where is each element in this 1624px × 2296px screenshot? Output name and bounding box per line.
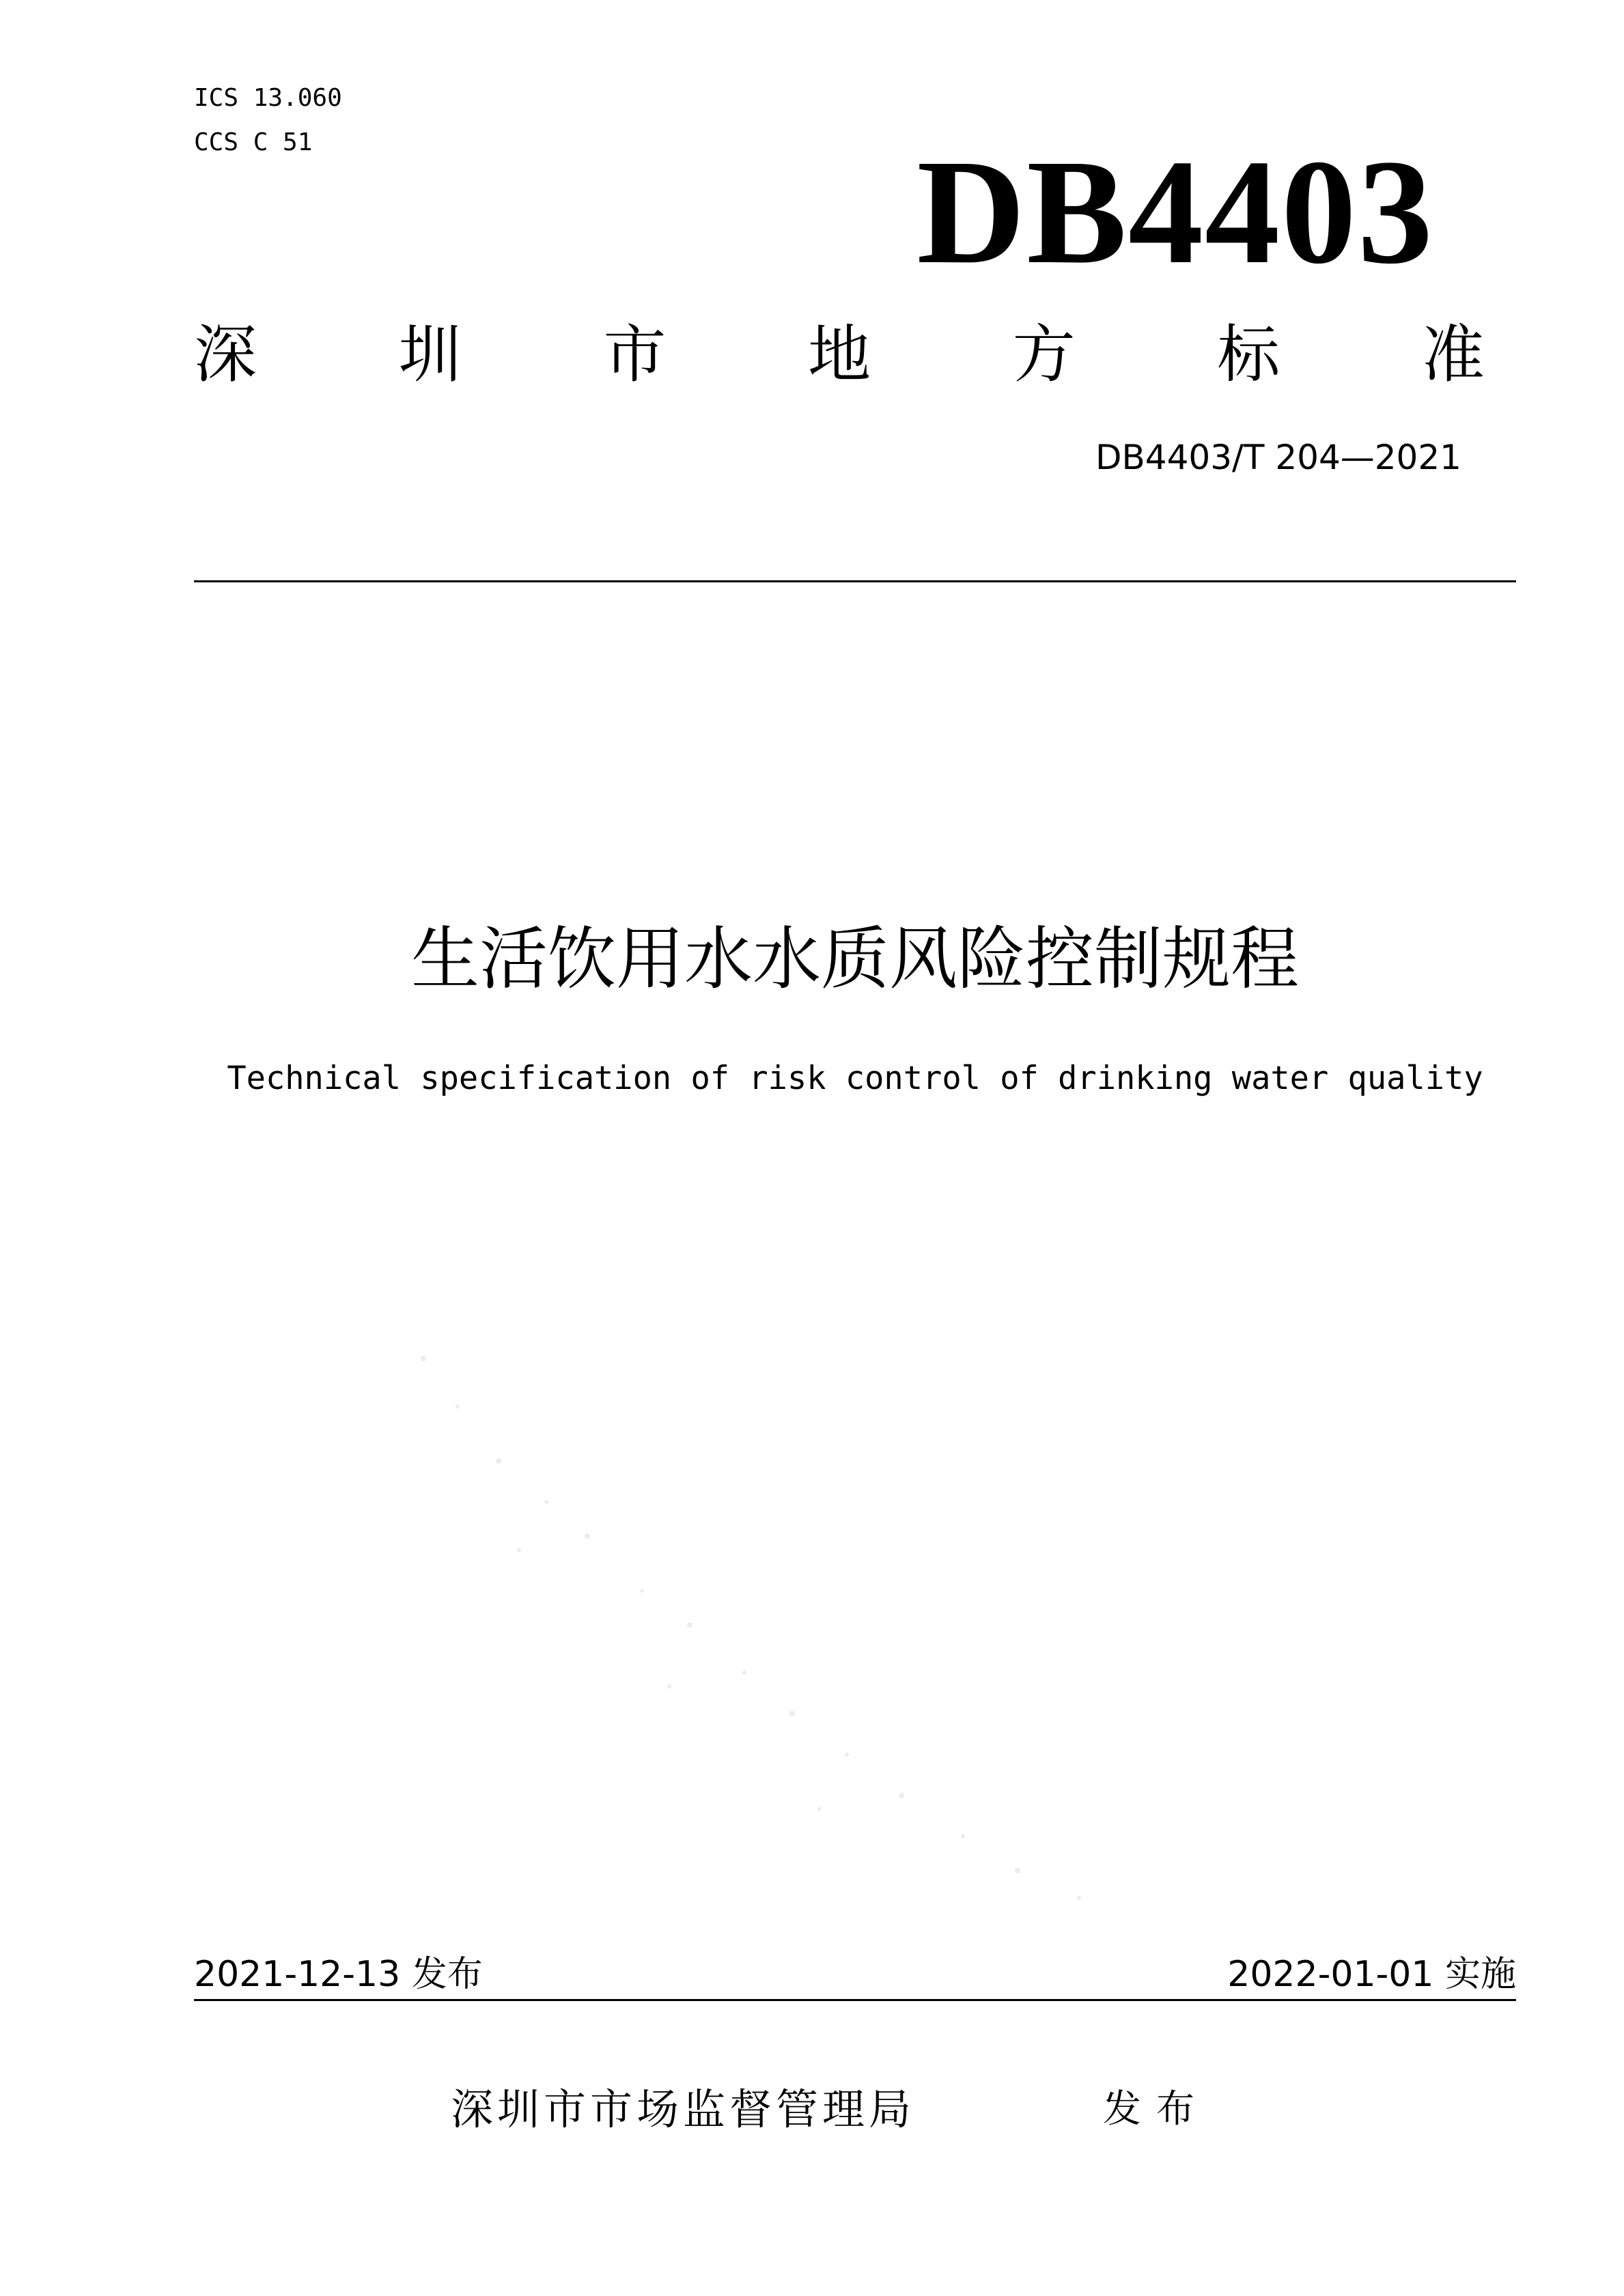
issue-date: 2021-12-13 发布 <box>194 1954 483 1995</box>
standard-type-char: 地 <box>807 318 871 391</box>
standard-number: DB4403/T 204—2021 <box>1095 438 1461 477</box>
bottom-divider <box>194 1999 1516 2001</box>
standard-type <box>194 314 1485 396</box>
standard-type-char: 方 <box>1012 318 1076 391</box>
publisher-name: 深圳市市场监督管理局 <box>451 2084 916 2134</box>
standard-type-char: 准 <box>1421 318 1485 391</box>
standard-type-char: 标 <box>1217 318 1280 391</box>
watermark-speckle <box>382 1331 1270 1912</box>
standard-code: DB4403 <box>916 128 1434 295</box>
title-chinese: 生活饮用水水质风险控制规程 <box>411 919 1299 999</box>
implementation-date: 2022-01-01 实施 <box>1227 1954 1516 1995</box>
standard-type-char: 深 <box>194 318 257 391</box>
ccs-code: CCS C 51 <box>194 128 313 156</box>
title-english: Technical specification of risk control of drinking water quality <box>227 1060 1483 1097</box>
publish-label: 发布 <box>1103 2087 1209 2131</box>
ics-code: ICS 13.060 <box>194 84 342 112</box>
top-divider <box>194 580 1516 582</box>
standard-type-char: 市 <box>603 318 667 391</box>
standard-type-char: 圳 <box>398 318 462 391</box>
